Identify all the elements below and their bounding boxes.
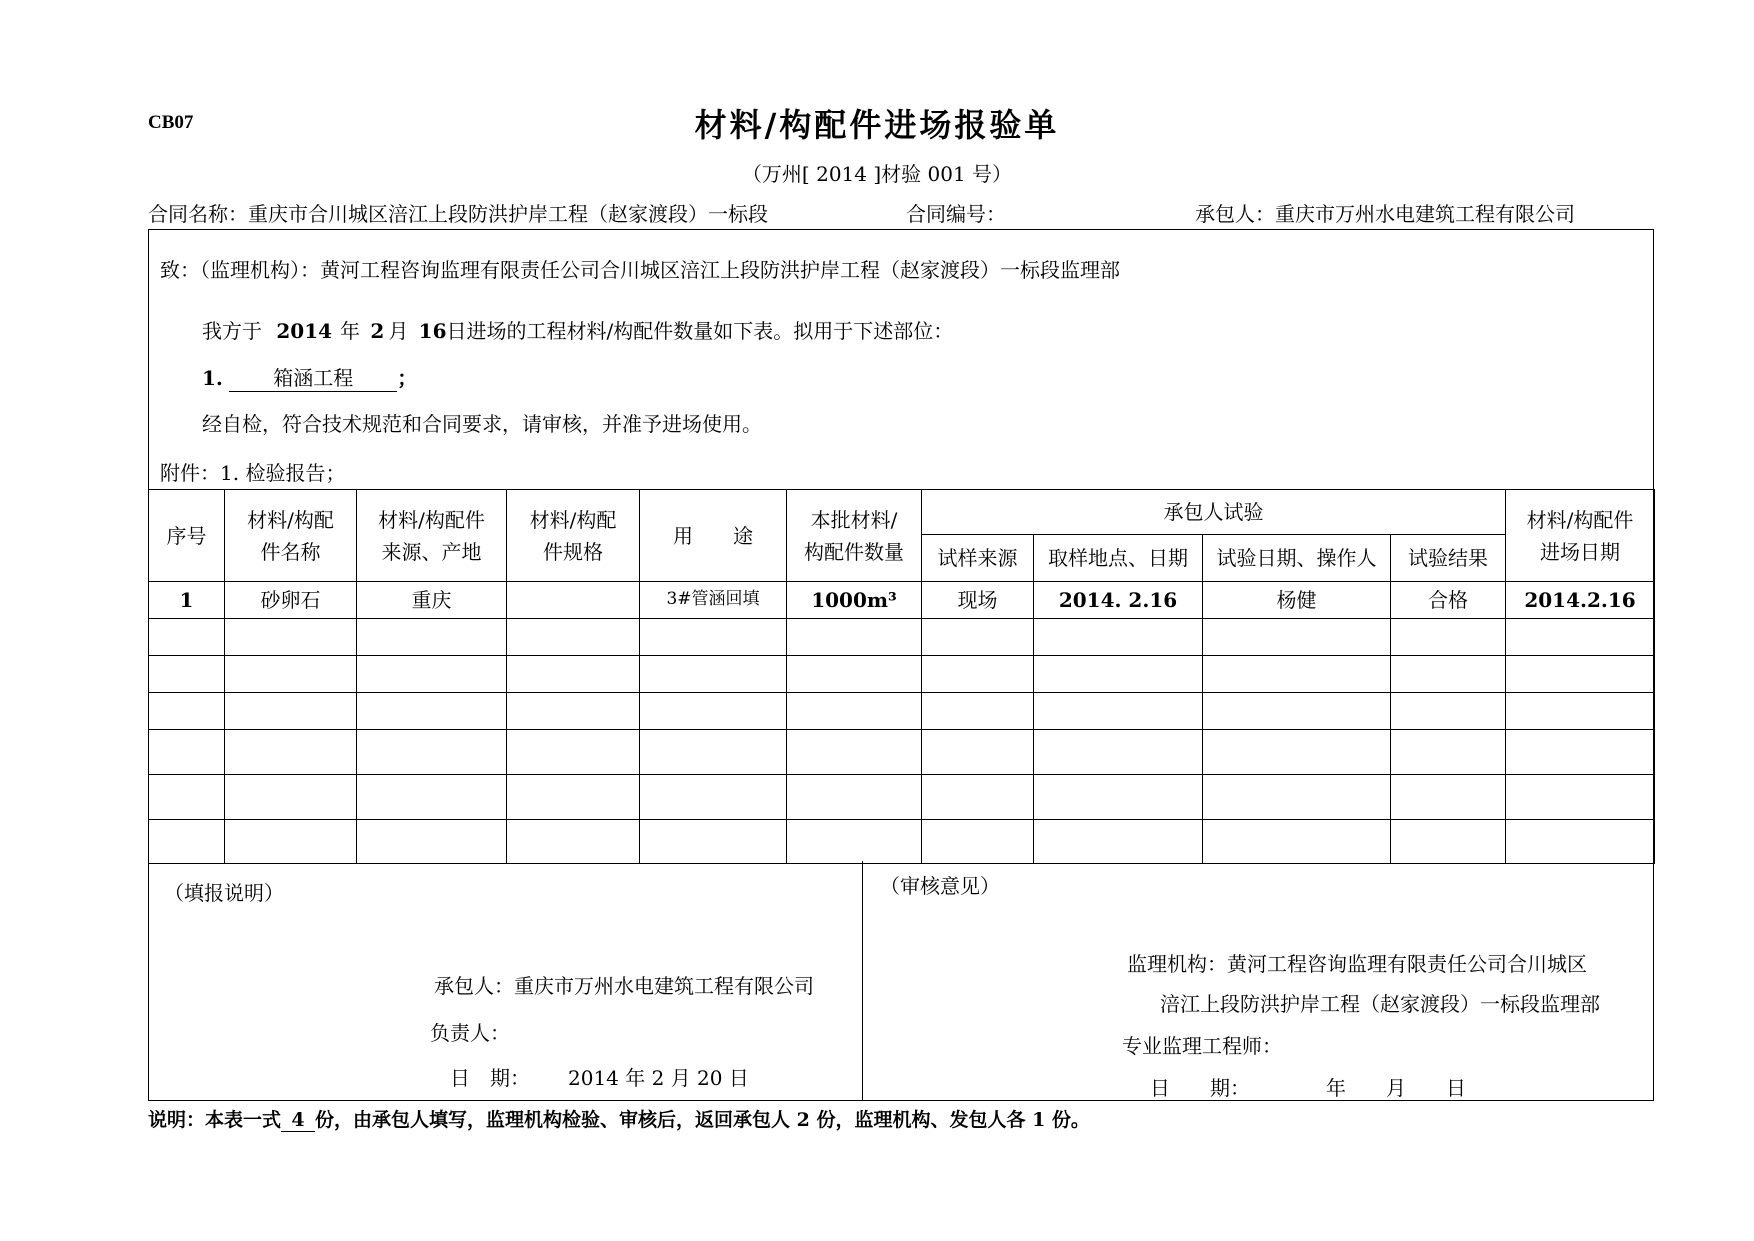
table-cell [357,693,507,730]
header-sample-place-date: 取样地点、日期 [1034,535,1203,582]
table-cell [149,656,225,693]
principal-line: 负责人： [430,1021,510,1045]
table-cell [1391,730,1506,775]
table-cell [149,775,225,820]
table-cell [507,656,640,693]
cell-name: 砂卵石 [225,582,357,619]
table-cell [225,693,357,730]
table-cell [1506,619,1655,656]
cell-sample-source: 现场 [922,582,1034,619]
agency-line-2: 涪江上段防洪护岸工程（赵家渡段）一标段监理部 [1160,992,1600,1016]
header-name [225,490,357,582]
table-cell [357,656,507,693]
addressee-line: 致：（监理机构）：黄河工程咨询监理有限责任公司合川城区涪江上段防洪护岸工程（赵家渡段）一标段监理部 [160,258,1120,282]
footer-note-post: 份，由承包人填写，监理机构检验、审核后，返回承包人 2 份，监理机构、发包人各 1 份。 [315,1109,1090,1131]
table-cell [1391,820,1506,864]
cell-quantity: 1000m³ [787,582,922,619]
table-cell [225,656,357,693]
table-cell [1391,693,1506,730]
page-title: 材料/构配件进场报验单 [694,106,1060,144]
table-cell [1391,775,1506,820]
table-cell [507,693,640,730]
table-cell [922,820,1034,864]
table-cell [1506,820,1655,864]
footer-note-pre: 说明：本表一式 [148,1109,282,1131]
left-date-value: 2014 年 2 月 20 日 [568,1066,749,1090]
table-row [149,619,1655,656]
contractor-signature-line: 承包人：重庆市万州水电建筑工程有限公司 [434,974,814,998]
header-line-text: 材料/构配件 [378,507,485,532]
header-entry-date [1506,490,1655,582]
right-date-value: 年 月 日 [1326,1076,1466,1100]
table-cell [357,619,507,656]
table-cell [507,730,640,775]
table-cell [149,693,225,730]
table-cell [225,820,357,864]
cell-seq: 1 [149,582,225,619]
header-line-text: 进场日期 [1540,539,1620,564]
intro-year: 2014 [276,319,333,343]
table-cell [640,619,787,656]
table-cell [922,775,1034,820]
table-cell [149,730,225,775]
table-row [149,693,1655,730]
table-cell [1506,730,1655,775]
table-cell [357,775,507,820]
table-cell [1391,656,1506,693]
table-cell [357,730,507,775]
table-cell [640,730,787,775]
fill-instructions-heading: （填报说明） [164,881,284,905]
header-line-text: 材料/构配 [529,507,617,532]
header-source [357,490,507,582]
header-line-text: 构配件数量 [804,539,904,564]
table-cell [1203,693,1391,730]
attachment-label: 附件： [160,461,220,485]
header-line-text: 材料/构配 [247,507,334,532]
table-cell [1506,775,1655,820]
table-cell [1034,775,1203,820]
agency-line-1: 监理机构：黄河工程咨询监理有限责任公司合川城区 [1127,952,1587,976]
attachment-item: 1. 检验报告； [220,461,346,485]
table-cell [787,820,922,864]
location-index: 1. [202,366,223,390]
intro-month-unit: 月 [388,319,409,343]
table-cell [507,775,640,820]
table-cell [922,693,1034,730]
engineer-line: 专业监理工程师： [1122,1034,1282,1058]
table-cell [922,619,1034,656]
contractor-header: 承包人：重庆市万州水电建筑工程有限公司 [1195,202,1575,226]
table-cell [149,820,225,864]
cell-entry-date: 2014.2.16 [1506,582,1655,619]
contract-name: 合同名称：重庆市合川城区涪江上段防洪护岸工程（赵家渡段）一标段 [148,202,768,226]
table-cell [1203,619,1391,656]
header-seq: 序号 [149,490,225,582]
intro-month: 2 [370,319,385,343]
table-cell [357,820,507,864]
table-cell [225,730,357,775]
header-use: 用 途 [640,490,787,582]
intro-post: 日进场的工程材料/构配件数量如下表。拟用于下述部位： [446,319,954,343]
header-quantity [787,490,922,582]
table-cell [640,656,787,693]
location-value: 箱涵工程 [229,362,397,392]
panel-divider [862,861,863,1101]
footer-copies: 4 [281,1109,315,1132]
intro-pre: 我方于 [202,319,262,343]
table-cell [1034,619,1203,656]
table-cell [922,730,1034,775]
attachment-line [160,457,345,486]
self-check-statement: 经自检，符合技术规范和合同要求，请审核，并准予进场使用。 [202,412,762,436]
table-cell [225,775,357,820]
table-cell [1391,619,1506,656]
table-cell [1506,656,1655,693]
document-number: （万州[ 2014 ]材验 001 号） [741,162,1013,186]
left-date-label: 日 期： [450,1066,530,1090]
cell-spec [507,582,640,619]
table-cell [787,693,922,730]
table-row [149,820,1655,864]
table-row [149,775,1655,820]
footer-note [148,1105,1090,1132]
table-cell [1203,730,1391,775]
header-line-text: 材料/构配件 [1526,507,1634,532]
materials-table [148,489,1655,864]
header-line-text: 件规格 [543,539,603,564]
location-end: ； [397,366,418,390]
table-cell [225,619,357,656]
table-cell [1034,820,1203,864]
intro-year-unit: 年 [340,319,361,343]
table-row [149,582,1655,619]
header-spec [507,490,640,582]
table-cell [1034,693,1203,730]
table-cell [787,775,922,820]
header-line-text: 本批材料/ [810,507,898,532]
review-opinion-heading: （审核意见） [880,874,1000,898]
header-sample-source: 试样来源 [922,535,1034,582]
table-header-row [149,490,1655,535]
table-cell [640,693,787,730]
intro-paragraph [202,315,953,344]
table-row [149,656,1655,693]
table-cell [922,656,1034,693]
table-cell [1203,775,1391,820]
table-cell [640,820,787,864]
location-line [202,362,417,392]
header-contractor-test: 承包人试验 [922,490,1506,535]
table-cell [1034,656,1203,693]
table-cell [1203,656,1391,693]
right-date-label: 日 期： [1150,1076,1250,1100]
table-cell [507,820,640,864]
header-line-text: 件名称 [260,539,321,564]
cell-source: 重庆 [357,582,507,619]
cell-test-result: 合格 [1391,582,1506,619]
cell-sample-place-date: 2014. 2.16 [1034,582,1203,619]
cell-use: 3#管涵回填 [640,582,787,619]
intro-day: 16 [418,319,447,343]
table-cell [787,656,922,693]
form-code: CB07 [148,112,194,133]
table-cell [507,619,640,656]
table-cell [149,619,225,656]
header-test-result: 试验结果 [1391,535,1506,582]
table-row [149,730,1655,775]
table-cell [640,775,787,820]
table-cell [1506,693,1655,730]
contract-number: 合同编号： [906,202,1006,226]
table-cell [787,730,922,775]
header-line-text: 来源、产地 [381,539,482,564]
table-cell [787,619,922,656]
table-cell [1203,820,1391,864]
table-cell [1034,730,1203,775]
cell-test-date-operator: 杨健 [1203,582,1391,619]
header-test-date-operator: 试验日期、操作人 [1203,535,1391,582]
